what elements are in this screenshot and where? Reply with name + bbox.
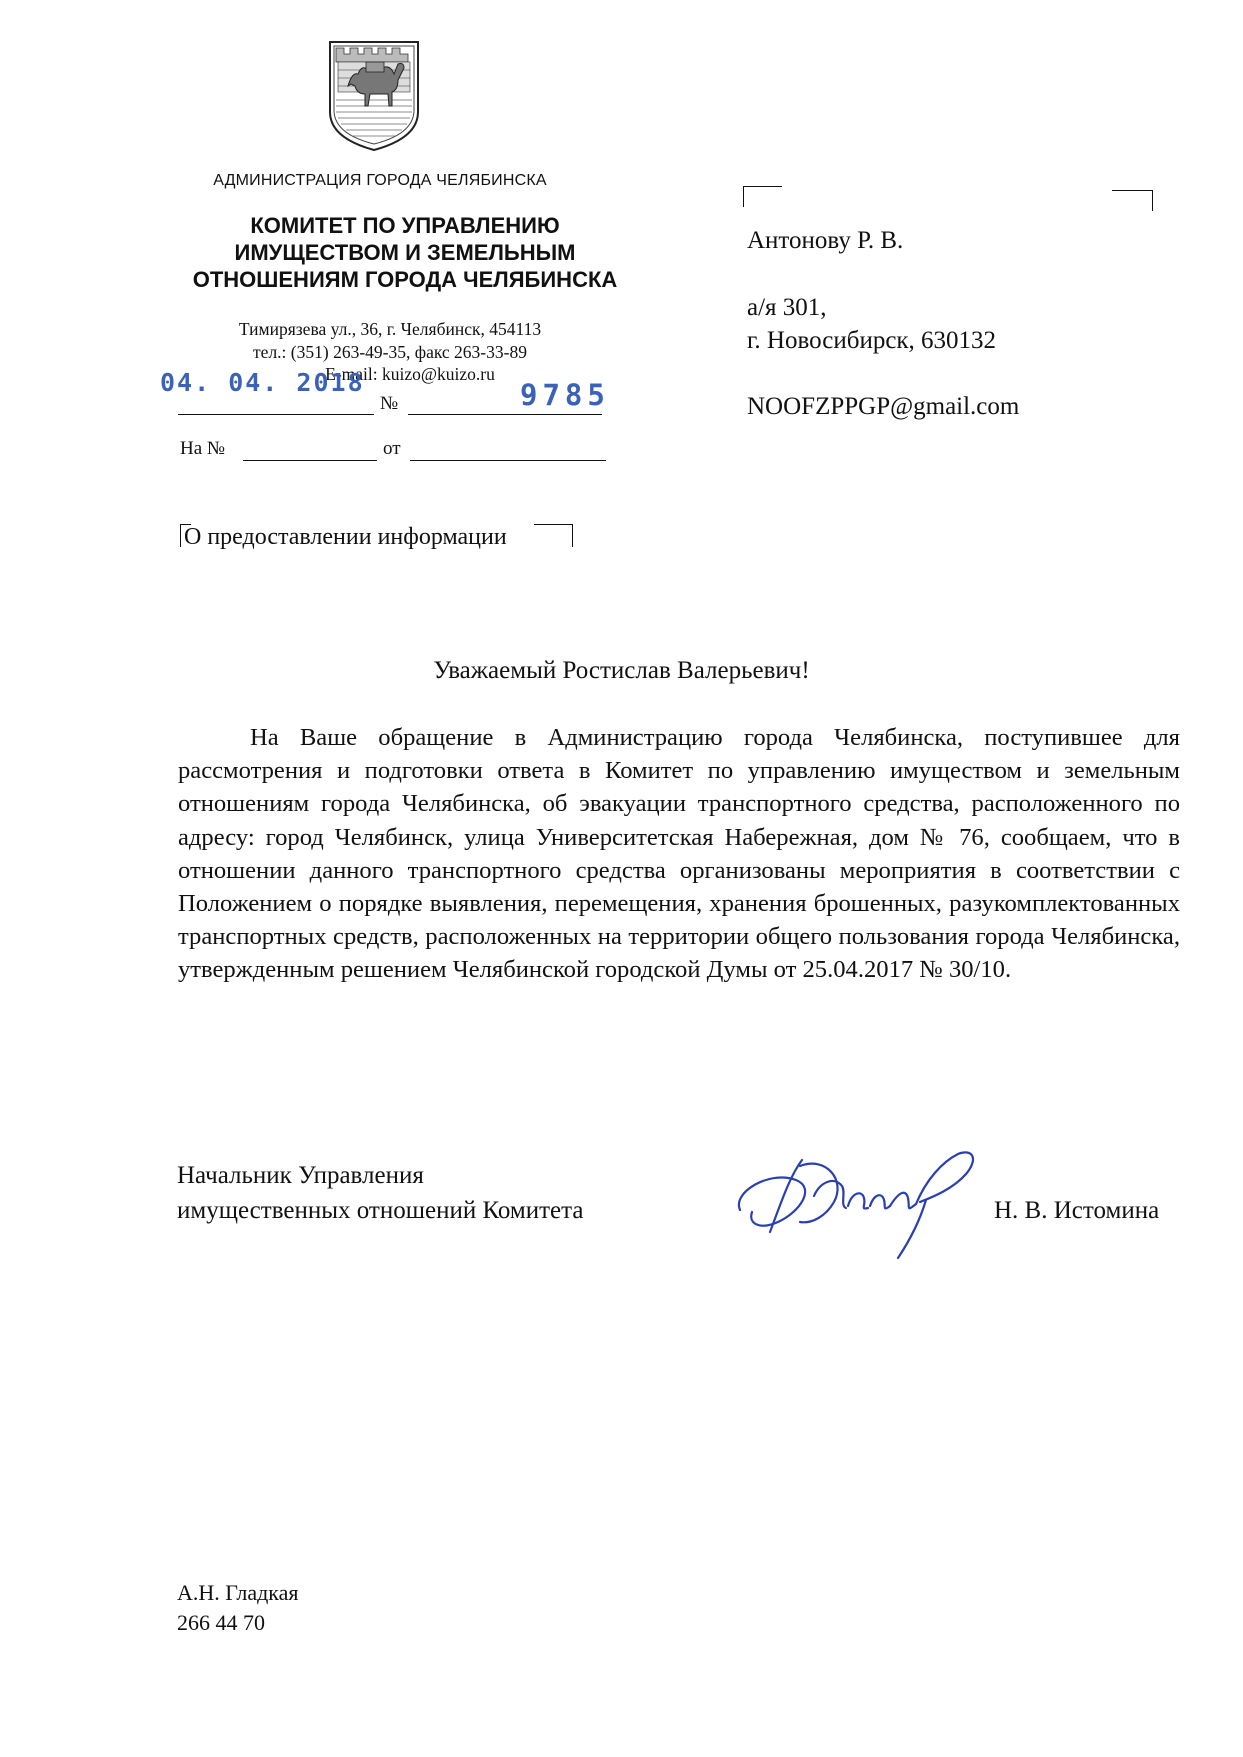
recipient-name: Антонову Р. В. [747, 227, 904, 254]
letter-subject: О предоставлении информации [184, 524, 507, 550]
date-line [178, 414, 374, 415]
signer-name: Н. В. Истомина [994, 1197, 1160, 1224]
number-label: № [380, 393, 399, 414]
reference-label: На № [180, 438, 226, 459]
executor-name: А.Н. Гладкая [177, 1580, 299, 1605]
number-stamp: 9785 [520, 378, 610, 412]
recipient-po-box: а/я 301, [747, 294, 827, 321]
committee-phone: тел.: (351) 263-49-35, факс 263-33-89 [253, 341, 527, 362]
date-stamp: 04. 04. 2018 [160, 368, 365, 397]
committee-address: Тимирязева ул., 36, г. Челябинск, 454113 [238, 319, 542, 339]
recipient-email: NOOFZPPGP@gmail.com [747, 393, 1020, 420]
from-label: от [383, 438, 401, 459]
from-line [410, 460, 606, 461]
position-line-2: имущественных отношений Комитета [177, 1197, 584, 1224]
committee-name [150, 212, 660, 293]
committee-email: E-mail: kuizo@kuizo.ru [325, 364, 495, 384]
reference-line [243, 460, 377, 461]
position-line-1: Начальник Управления [177, 1162, 424, 1189]
handwritten-signature-icon [730, 1140, 990, 1270]
recipient-bracket-left [743, 186, 782, 207]
committee-line-2: ИМУЩЕСТВОМ И ЗЕМЕЛЬНЫМ [234, 240, 576, 265]
executor-info [177, 1578, 299, 1638]
committee-line-1: КОМИТЕТ ПО УПРАВЛЕНИЮ [250, 213, 560, 238]
signer-position [177, 1158, 583, 1228]
city-emblem-icon [326, 38, 422, 154]
recipient-bracket-right [1112, 190, 1153, 211]
letter-body [178, 721, 1180, 987]
number-line [408, 414, 602, 415]
letter-greeting: Уважаемый Ростислав Валерьевич! [433, 657, 810, 684]
committee-line-3: ОТНОШЕНИЯМ ГОРОДА ЧЕЛЯБИНСКА [192, 267, 618, 292]
administration-name: АДМИНИСТРАЦИЯ ГОРОДА ЧЕЛЯБИНСКА [213, 172, 547, 189]
subject-bracket-right [534, 524, 573, 547]
executor-phone: 266 44 70 [177, 1610, 265, 1635]
recipient-city: г. Новосибирск, 630132 [747, 327, 997, 354]
body-paragraph: На Ваше обращение в Администрацию города Челябинска, поступившее для рассмотрения и подготовки ответа в Комитет по управлению имуществом и земельным отношениям города Челябинска, об эвакуации транспортного средства, расположенного по адресу: город Челябинск, улица Университетская Набережная, дом № 76, сообщаем, что в отношении данного транспортного средства организованы мероприятия в соответствии с Положением о порядке выявления, перемещения, хранения брошенных, разукомплектованных транспортных средств, расположенных на территории общего пользования города Челябинска, утвержденным решением Челябинской городской Думы от 25.04.2017 № 30/10. [178, 724, 1180, 984]
